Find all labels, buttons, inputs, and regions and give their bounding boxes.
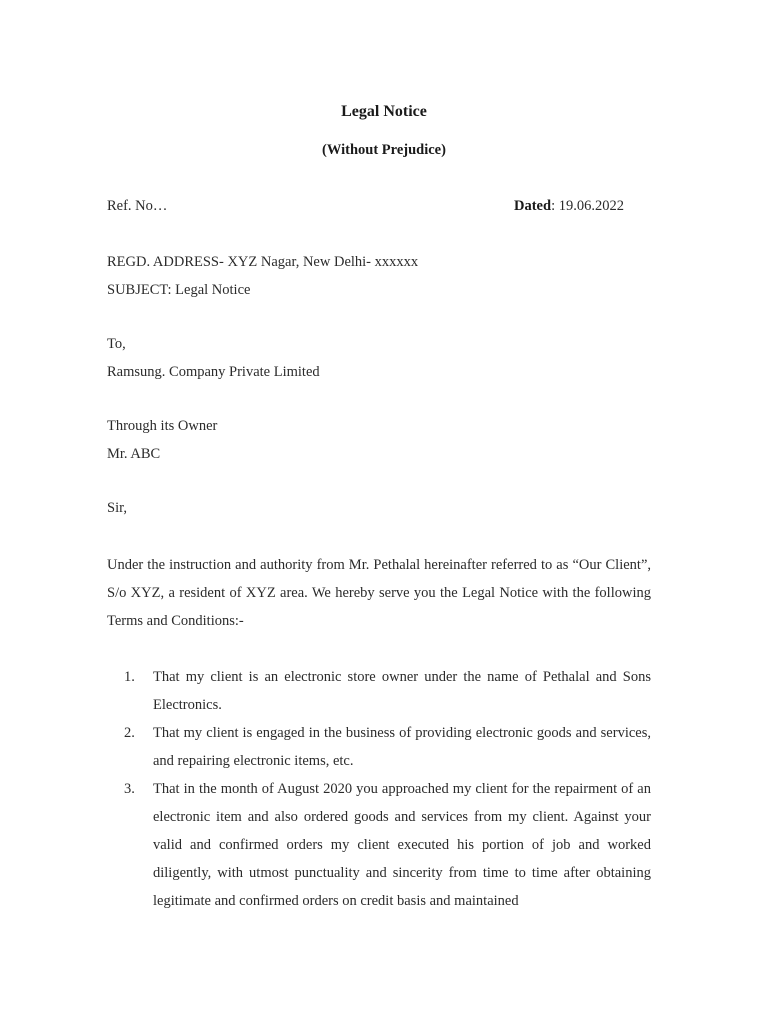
list-item-text: That my client is an electronic store owner under the name of Pethalal and Sons Electronics. (153, 669, 651, 713)
owner-name: Mr. ABC (107, 446, 161, 462)
document-title: Legal Notice (341, 103, 427, 120)
list-item-number: 1. (124, 669, 135, 685)
terms-list (107, 663, 651, 915)
subject-line: SUBJECT: Legal Notice (107, 282, 251, 298)
through-line: Through its Owner (107, 418, 218, 434)
dated-value: : 19.06.2022 (551, 198, 624, 214)
registered-address: REGD. ADDRESS- XYZ Nagar, New Delhi- xxxxxx (107, 254, 419, 270)
dated-label: Dated (514, 198, 552, 214)
to-label: To, (107, 336, 126, 352)
list-item-text: That in the month of August 2020 you approached my client for the repairment of an electronic item and also ordered goods and services from my client. Against your valid and confirmed orders my client executed his portion of job and worked diligently, with utmost punctuality and sincerity from time to time after obtaining legitimate and confirmed orders on credit basis and maintained (153, 781, 651, 909)
reference-number: Ref. No… (107, 198, 168, 214)
list-item-number: 2. (124, 725, 135, 741)
salutation: Sir, (107, 500, 127, 516)
intro-paragraph: Under the instruction and authority from Mr. Pethalal hereinafter referred to as “Our Client”, S/o XYZ, a resident of XYZ area. We hereby serve you the Legal Notice with the following Terms and Conditions:- (107, 557, 651, 629)
list-item (107, 663, 651, 719)
list-item-text: That my client is engaged in the business of providing electronic goods and services, and repairing electronic items, etc. (153, 725, 651, 769)
date-line (514, 198, 624, 215)
list-item (107, 775, 651, 915)
recipient-name: Ramsung. Company Private Limited (107, 364, 320, 380)
document-subtitle: (Without Prejudice) (322, 142, 446, 158)
list-item (107, 719, 651, 775)
list-item-number: 3. (124, 781, 135, 797)
